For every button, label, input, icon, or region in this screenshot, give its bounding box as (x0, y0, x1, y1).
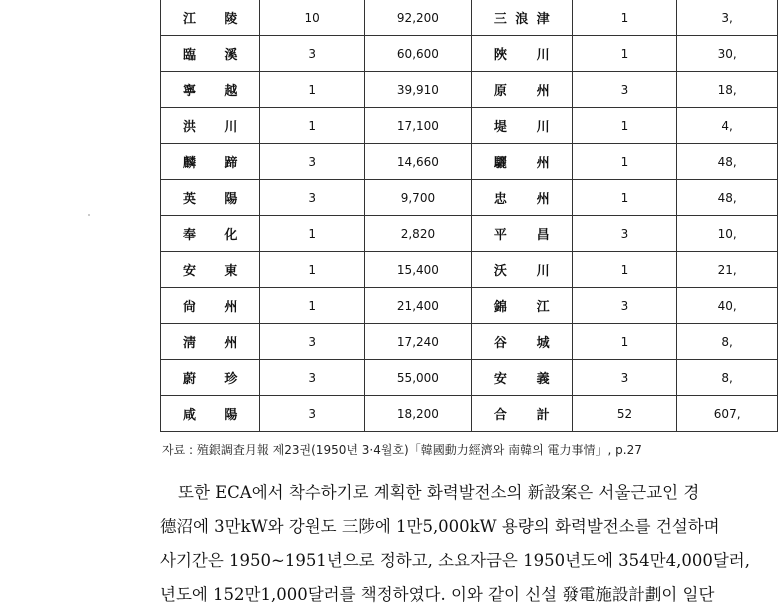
cell-capacity: 18,200 (365, 396, 472, 432)
cell-capacity: 2,820 (365, 216, 472, 252)
cell-plant-count: 3 (260, 324, 365, 360)
cell-region-name (471, 36, 572, 72)
region-name-text: 谷城 (493, 336, 550, 351)
cell-plant-count: 1 (572, 324, 677, 360)
cell-capacity: 30, (677, 36, 778, 72)
cell-capacity: 17,100 (365, 108, 472, 144)
cell-plant-count: 1 (260, 288, 365, 324)
cell-plant-count: 3 (260, 144, 365, 180)
cell-region-name (161, 360, 260, 396)
region-name-text: 安東 (183, 264, 238, 279)
cell-capacity: 10, (677, 216, 778, 252)
cell-capacity: 21, (677, 252, 778, 288)
cell-region-name (471, 252, 572, 288)
region-name-text: 錦江 (493, 300, 550, 315)
cell-plant-count: 1 (260, 72, 365, 108)
cell-region-name (471, 396, 572, 432)
region-name-text: 麟蹄 (183, 156, 238, 171)
table-source-note: 자료 : 殖銀調査月報 제23권(1950년 3·4월호)「韓國動力經濟와 南韓의 電力事情」, p.27 (162, 443, 642, 457)
region-name-text: 淸州 (183, 336, 238, 351)
power-plant-table (160, 0, 778, 432)
table-row (161, 360, 778, 396)
cell-region-name (161, 108, 260, 144)
cell-plant-count: 1 (572, 0, 677, 36)
cell-plant-count: 3 (572, 288, 677, 324)
cell-capacity: 14,660 (365, 144, 472, 180)
scan-speck (88, 214, 90, 216)
region-name-text: 英陽 (183, 192, 238, 207)
paragraph-line: 德沼에 3만kW와 강원도 三陟에 1만5,000kW 용량의 화력발전소를 건설하며 (160, 517, 720, 536)
table-row (161, 36, 778, 72)
cell-plant-count: 1 (572, 36, 677, 72)
cell-plant-count: 3 (260, 180, 365, 216)
table-row (161, 0, 778, 36)
cell-plant-count: 3 (260, 396, 365, 432)
paragraph-line: 년도에 152만1,000달러를 책정하였다. 이와 같이 신설 發電施設計劃이 일단 (160, 585, 715, 604)
cell-region-name (161, 180, 260, 216)
region-name-text: 驪州 (493, 156, 550, 171)
region-name-text: 三浪津 (493, 12, 550, 27)
cell-region-name (471, 144, 572, 180)
table-row (161, 108, 778, 144)
cell-plant-count: 3 (572, 72, 677, 108)
cell-region-name (161, 36, 260, 72)
table-row (161, 252, 778, 288)
cell-plant-count: 3 (260, 36, 365, 72)
cell-region-name (161, 396, 260, 432)
region-name-text: 沃川 (493, 264, 550, 279)
cell-capacity: 15,400 (365, 252, 472, 288)
region-name-text: 江陵 (183, 12, 238, 27)
table-row (161, 288, 778, 324)
table-row (161, 180, 778, 216)
cell-plant-count: 1 (572, 252, 677, 288)
cell-capacity: 8, (677, 324, 778, 360)
cell-region-name (161, 288, 260, 324)
cell-plant-count: 3 (260, 360, 365, 396)
paragraph-line: 또한 ECA에서 착수하기로 계획한 화력발전소의 新設案은 서울근교인 경 (178, 483, 700, 502)
cell-plant-count: 1 (572, 144, 677, 180)
region-name-text: 陜川 (493, 48, 550, 63)
region-name-text: 安義 (493, 372, 550, 387)
cell-capacity: 4, (677, 108, 778, 144)
cell-capacity: 48, (677, 144, 778, 180)
region-name-text: 蔚珍 (183, 372, 238, 387)
table-row (161, 396, 778, 432)
cell-plant-count: 1 (260, 216, 365, 252)
cell-region-name (471, 288, 572, 324)
region-name-text: 寧越 (183, 84, 238, 99)
region-name-text: 合計 (493, 408, 550, 423)
region-name-text: 奉化 (183, 228, 238, 243)
region-name-text: 堤川 (493, 120, 550, 135)
cell-region-name (471, 180, 572, 216)
cell-capacity: 40, (677, 288, 778, 324)
cell-region-name (471, 216, 572, 252)
cell-plant-count: 1 (572, 180, 677, 216)
region-name-text: 忠州 (493, 192, 550, 207)
cell-region-name (161, 324, 260, 360)
cell-region-name (471, 360, 572, 396)
cell-capacity: 9,700 (365, 180, 472, 216)
cell-capacity: 48, (677, 180, 778, 216)
table-row (161, 324, 778, 360)
region-name-text: 原州 (493, 84, 550, 99)
table-row (161, 144, 778, 180)
cell-capacity: 21,400 (365, 288, 472, 324)
table-row (161, 72, 778, 108)
cell-plant-count: 1 (260, 108, 365, 144)
region-name-text: 咸陽 (183, 408, 238, 423)
region-name-text: 洪川 (183, 120, 238, 135)
cell-region-name (471, 324, 572, 360)
cell-plant-count: 1 (260, 252, 365, 288)
cell-region-name (161, 144, 260, 180)
cell-region-name (161, 252, 260, 288)
paragraph-line: 사기간은 1950~1951년으로 정하고, 소요자금은 1950년도에 354만4,000달러, (160, 551, 750, 570)
cell-capacity: 17,240 (365, 324, 472, 360)
cell-capacity: 60,600 (365, 36, 472, 72)
cell-capacity: 607, (677, 396, 778, 432)
region-name-text: 尙州 (183, 300, 238, 315)
cell-region-name (471, 72, 572, 108)
cell-region-name (471, 108, 572, 144)
cell-plant-count: 3 (572, 360, 677, 396)
region-name-text: 平昌 (493, 228, 550, 243)
cell-region-name (471, 0, 572, 36)
cell-plant-count: 10 (260, 0, 365, 36)
cell-plant-count: 3 (572, 216, 677, 252)
cell-capacity: 18, (677, 72, 778, 108)
cell-region-name (161, 72, 260, 108)
cell-region-name (161, 216, 260, 252)
cell-capacity: 39,910 (365, 72, 472, 108)
cell-plant-count: 1 (572, 108, 677, 144)
cell-capacity: 55,000 (365, 360, 472, 396)
table-row (161, 216, 778, 252)
cell-capacity: 3, (677, 0, 778, 36)
cell-capacity: 92,200 (365, 0, 472, 36)
cell-capacity: 8, (677, 360, 778, 396)
body-paragraph (160, 476, 778, 608)
region-name-text: 臨溪 (183, 48, 238, 63)
cell-plant-count: 52 (572, 396, 677, 432)
cell-region-name (161, 0, 260, 36)
power-plant-table-body (161, 0, 778, 432)
